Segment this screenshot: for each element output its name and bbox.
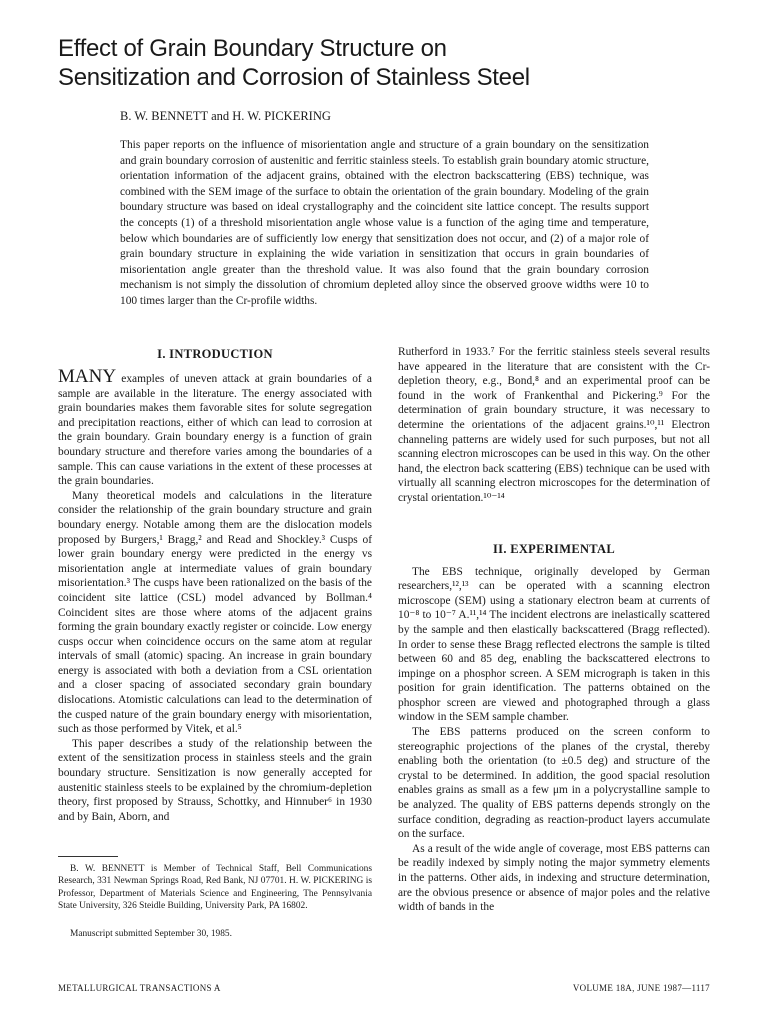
drop-cap-word: MANY (58, 366, 117, 387)
experimental-paragraph-1: The EBS technique, originally developed by German researchers,¹²,¹³ can be operated with a scanning electron microscope (SEM) using a stationary electron beam at currents of 10⁻⁸ to 10⁻⁷ A.¹¹,¹⁴ The incident electrons are inelastically scattered by the sample and then elastically backscattered (Bragg reflected). In order to sense these Bragg reflected electrons the sample is tilted between 60 and 85 deg, enabling the backscattered electrons to impinge on a phosphor screen. A SEM micrograph is taken in this position for grain identification. The patterns obtained on the phosphor screen are viewed and photographed through a glass window in the SEM sample chamber. (398, 565, 710, 724)
intro-paragraph-1 (58, 366, 372, 489)
intro-paragraph-3: This paper describes a study of the relationship between the extent of the sensitization process in stainless steels and the grain boundary structure. Sensitization is now generally accepted for austenitic stainless steels to be explained by the chromium-depletion theory, first proposed by Strauss, Schottky, and Hinnuber⁶ in 1930 and by Bain, Aborn, and (58, 737, 372, 823)
right-column (398, 345, 710, 915)
intro-paragraph-2: Many theoretical models and calculations in the literature consider the relationship of the grain boundary structure and grain boundary energy. Notable among them are the dislocation models proposed by Burgers,¹ Bragg,² and Read and Shockley.³ Cusps of lower grain boundary energy were predicted in the energy vs misorientation angle at intermediate values of grain boundary misorientation.³ The cusps have been rationalized on the basis of the coincident site lattice (CSL) model advanced by Bollman.⁴ Coincident sites are those where atoms of the adjacent grains forming the grain boundary exactly register or coincide. Low energy cusps occur when coincidence occurs on the same atom at regular intervals of small (atomic) spacing. An increase in grain boundary energy is associated with both a deviation from a CSL orientation and a closer spacing of associated secondary grain boundary dislocations. Atomistic calculations can lead to the determination of the cusped nature of the grain boundary energy with misorientation, such as those performed by Vitek, et al.⁵ (58, 489, 372, 736)
authors: B. W. BENNETT and H. W. PICKERING (120, 109, 331, 123)
volume-page: VOLUME 18A, JUNE 1987—1117 (572, 983, 710, 993)
left-column (58, 345, 372, 824)
journal-name: METALLURGICAL TRANSACTIONS A (58, 983, 221, 993)
intro-paragraph-1-text: examples of uneven attack at grain boundaries of a sample are available in the literature. The energy associated with grain boundaries makes them favorable sites for solute segregation and precipitation reactions, either of which can lead to corrosion at the grain boundary. Grain boundary energy is a function of grain boundary structure and therefore varies among the boundaries of a sample. This can cause variations in the extent of these processes at the grain boundaries. (58, 373, 372, 488)
paper-title (58, 34, 678, 92)
intro-paragraph-continued: Rutherford in 1933.⁷ For the ferritic stainless steels several results have appeared in the literature that are consistent with the Cr-depletion theory, e.g., Bond,⁸ and an experimental proof can be found in the work of Frankenthal and Pickering.⁹ For the determination of grain boundary structure, it was necessary to determine the orientations of the adjacent grains.¹⁰,¹¹ Electron channeling patterns are widely used for such purposes, but not all scanning electron microscopes can be used in this way. On the other hand, the electron back scattering (EBS) technique can be used with virtually all scanning electron microscopes for the determination of crystal orientation.¹⁰⁻¹⁴ (398, 346, 710, 504)
footnote-rule (58, 856, 118, 857)
experimental-paragraph-2: The EBS patterns produced on the screen conform to stereographic projections of the planes of the crystal, thereby enabling both the orientation (to ±0.5 deg) and structure of the crystal to be determined. In addition, the good spacial resolution enables grains as small as a few μm in a polycrystalline sample to be analyzed. The quality of EBS patterns depends strongly on the surface condition, degrading as reaction-product layers accumulate on the surface. (398, 726, 710, 841)
manuscript-date: Manuscript submitted September 30, 1985. (70, 929, 232, 939)
section-heading-experimental: II. EXPERIMENTAL (493, 541, 615, 556)
title-line-2: Sensitization and Corrosion of Stainless Steel (58, 64, 530, 91)
section-heading-introduction: I. INTRODUCTION (157, 347, 273, 361)
experimental-paragraph-3: As a result of the wide angle of coverage, most EBS patterns can be readily indexed by simply noting the major symmetry elements in the patterns. Other aids, in indexing and structure determination, are the obvious presence or absence of major poles and the relative width of bands in the (398, 842, 710, 914)
title-line-1: Effect of Grain Boundary Structure on (58, 35, 447, 62)
author-affiliation-footnote: B. W. BENNETT is Member of Technical Staff, Bell Communications Research, 331 Newman Springs Road, Red Bank, NJ 07701. H. W. PICKERING is Professor, Department of Materials Science and Engineering, The Pennsylvania State University, 326 Steidle Building, University Park, PA 16802. (58, 864, 372, 911)
abstract: This paper reports on the influence of misorientation angle and structure of a grain boundary on the sensitization and grain boundary corrosion of austenitic and ferritic stainless steels. To establish grain boundary atomic structure, orientation information of the adjacent grains, obtained with the electron backscattering (EBS) technique, was combined with the SEM image of the surface to obtain the orientation of the grain boundary. Modeling of the grain boundary structure was based on ideal crystallography and the coincident site lattice concept. The results support the concepts (1) of a threshold misorientation angle whose value is a function of the aging time and temperature, below which boundaries are of sufficiently low energy that sensitization does not occur, and (2) of a major role of grain boundary structure in explaining the wide variation in sensitization that occurs in grain boundaries of misorientation angle greater than the threshold value. It was also found that the grain boundary corrosion mechanism is not simply the dissolution of chromium depleted alloy since the observed groove widths were 10 to 100 times larger than the Cr-profile widths. (120, 139, 649, 307)
